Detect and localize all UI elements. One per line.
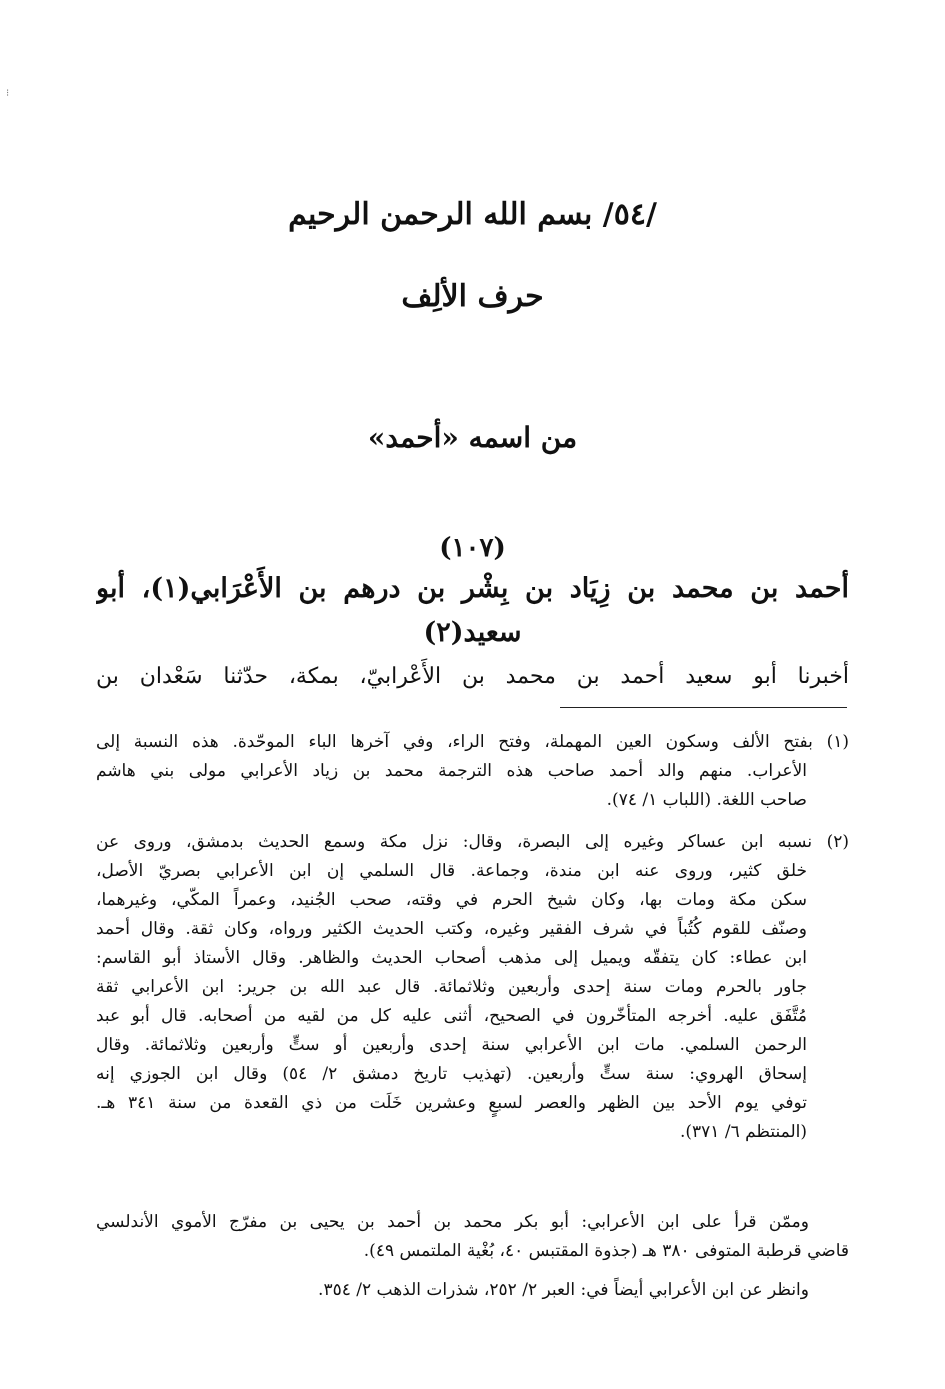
scan-edge-mark: ⁝ xyxy=(6,88,10,99)
footnote-line: ابن عطاء: كان يتفقّه ويميل إلى مذهب أصحاب الحديث والظاهر. وقال الأستاذ أبو القاسم: xyxy=(96,948,807,968)
basmala-heading: /٥٤/ بسم الله الرحمن الرحيم xyxy=(288,197,657,232)
footnote-line: الرحمن السلمي. مات ابن الأعرابي سنة إحدى وأربعين أو ستٍّ وأربعين وثلاثمائة. وقال xyxy=(96,1035,807,1055)
footnote-line: وانظر عن ابن الأعرابي أيضاً في: العبر ٢/ ٢٥٢، شذرات الذهب ٢/ ٣٥٤. xyxy=(318,1280,809,1300)
footnote-line: صاحب اللغة. (اللباب ١/ ٧٤). xyxy=(606,790,807,810)
footnote-line: الأعراب. منهم والد أحمد صاحب هذه الترجمة محمد بن زياد الأعرابي مولى بني هاشم xyxy=(96,761,807,781)
footnote-line: إسحاق الهروي: سنة ستٍّ وأربعين. (تهذيب تاريخ دمشق ٢/ ٥٤) وقال ابن الجوزي إنه xyxy=(96,1064,807,1084)
footnote-line: خلق كثير، وروى عنه ابن مندة، وجماعة. قال السلمي إن ابن الأعرابي بصريّ الأصل، xyxy=(96,861,807,881)
entry-number: (١٠٧) xyxy=(439,533,506,563)
footnote-line: (١) بفتح الألف وسكون العين المهملة، وفتح الراء، وفي آخرها الباء الموحّدة. هذه النسبة إلى xyxy=(96,732,849,752)
footnote-line: (٢) نسبه ابن عساكر وغيره إلى البصرة، وقال: نزل مكة وسمع الحديث بدمشق، وروى عن xyxy=(96,832,849,852)
footnote-2-continued xyxy=(96,1208,849,1266)
footnote-2-see-also xyxy=(96,1276,849,1305)
footnote-line: توفي يوم الأحد بين الظهر والعصر لسبعٍ وعشرين خَلَت من ذي القعدة من سنة ٣٤١ هـ. xyxy=(96,1093,807,1113)
footnote-line: سكن مكة ومات بها، وكان شيخ الحرم في وقته، صحب الجُنيد، وعمراً المكّي، وغيرهما، xyxy=(96,890,807,910)
entry-title-line-1: أحمد بن محمد بن زِيَاد بن بِشْر بن درهم بن الأَعْرَابي(١)، أبو xyxy=(96,573,849,604)
footnote-1 xyxy=(96,728,849,815)
section-title: من اسمه «أحمد» xyxy=(367,421,578,454)
footnote-line: وصنّف للقوم كُتُباً في شرف الفقير وغيره، وكتب الحديث الكثير ورواه، وكان ثقة. وقال أحمد xyxy=(96,919,807,939)
footnote-line: جاور بالحرم ومات سنة إحدى وأربعين وثلاثمائة. قال عبد الله بن جرير: ابن الأعرابي ثقة xyxy=(96,977,807,997)
footnote-divider xyxy=(560,707,847,708)
footnote-line: مُتَّفَق عليه. أخرجه المتأخّرون في الصحيح، أثنى عليه كل من لقيه من أصحابه. قال أبو عبد xyxy=(96,1006,807,1026)
entry-body-line: أخبرنا أبو سعيد أحمد بن محمد بن الأَعْرابيّ، بمكة، حدّثنا سَعْدان بن xyxy=(96,664,849,689)
chapter-title: حرف الألِف xyxy=(401,279,544,314)
footnote-line: قاضي قرطبة المتوفى ٣٨٠ هـ (جذوة المقتبس ٤٠، بُغْية الملتمس ٤٩). xyxy=(363,1241,849,1261)
footnote-line: (المنتظم ٦/ ٣٧١). xyxy=(679,1122,807,1142)
footnote-2 xyxy=(96,828,849,1147)
footnote-line: وممّن قرأ على ابن الأعرابي: أبو بكر محمد بن أحمد بن يحيى بن مفرّج الأموي الأندلسي xyxy=(96,1212,809,1232)
entry-title-line-2: سعيد(٢) xyxy=(423,617,522,648)
